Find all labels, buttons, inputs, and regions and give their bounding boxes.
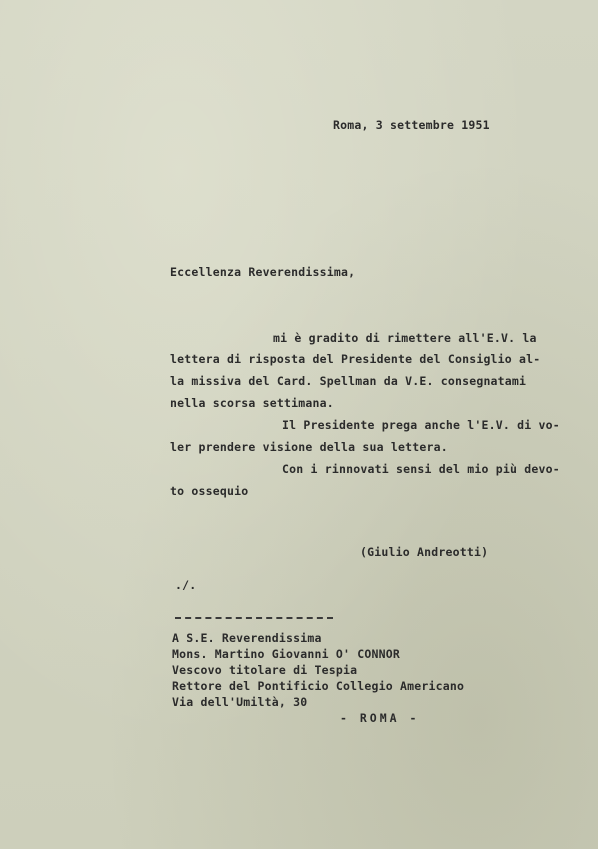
body-line: lettera di risposta del Presidente del Consiglio al- <box>170 352 541 366</box>
address-line: Rettore del Pontificio Collegio Americano <box>172 679 465 693</box>
letter-date: Roma, 3 settembre 1951 <box>333 118 490 132</box>
body-line: Il Presidente prega anche l'E.V. di vo- <box>282 418 560 432</box>
signature: (Giulio Andreotti) <box>360 545 489 559</box>
body-line: to ossequio <box>170 484 249 498</box>
divider-line <box>175 617 333 619</box>
body-line: Con i rinnovati sensi del mio più devo- <box>282 462 560 476</box>
body-line: la missiva del Card. Spellman da V.E. consegnatami <box>170 374 527 388</box>
address-line: Via dell'Umiltà, 30 <box>172 695 308 709</box>
salutation: Eccellenza Reverendissima, <box>170 265 356 279</box>
address-line: Vescovo titolare di Tespia <box>172 663 358 677</box>
body-line: nella scorsa settimana. <box>170 396 334 410</box>
body-line: mi è gradito di rimettere all'E.V. la <box>273 331 537 345</box>
address-city: - ROMA - <box>340 711 420 725</box>
enclosure-mark: ./. <box>175 578 197 592</box>
address-line: Mons. Martino Giovanni O' CONNOR <box>172 647 400 661</box>
address-line: A S.E. Reverendissima <box>172 631 322 645</box>
body-line: ler prendere visione della sua lettera. <box>170 440 448 454</box>
